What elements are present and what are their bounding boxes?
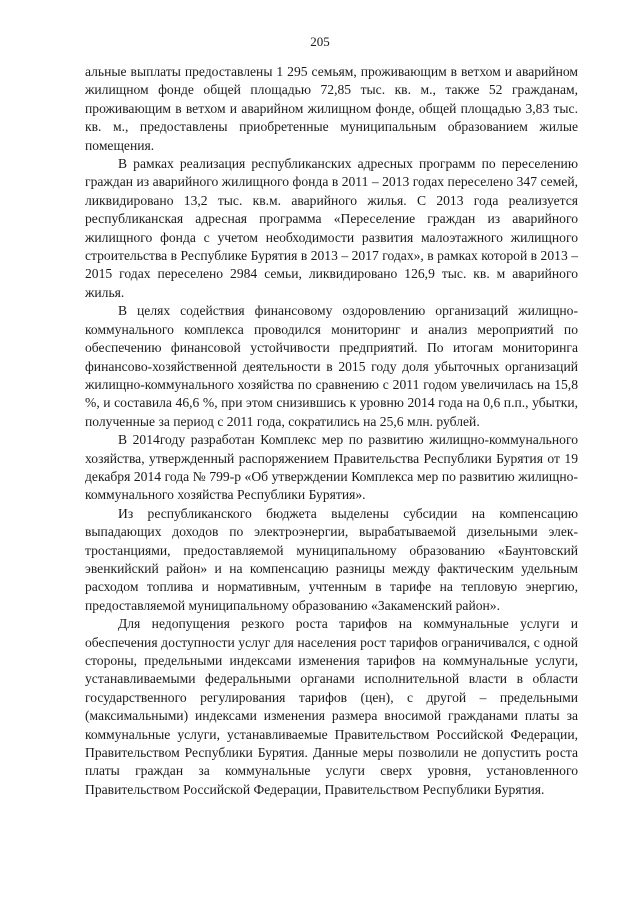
paragraph-subsidies: Из республиканского бюджета выделены субсидии на компенсацию выпадающих доходов по электроэнергии, вырабатываемой дизельными электростанциями, предоставляемой муниципальному образованию «Баунтовский эвенкийский район» и на компенсацию разницы между фактическим удельным расходом топлива и нормативным, учтенным в тарифе на тепловую энергию, предоставляемой муниципальному образованию «Закаменский район». — [85, 505, 578, 613]
body-text — [85, 63, 578, 799]
paragraph-resettlement-programs: В рамках реализация республиканских адресных программ по переселению граждан из аварийного жилищного фонда в 2011 – 2013 годах переселено 347 семей, ликвидировано 13,2 тыс. кв.м. аварийного жилья. С 2013 года реализуется республиканская адресная программа «Переселение граждан из аварийного жилищного фонда с учетом необходимости развития малоэтажного жилищного строительства в Республике Бурятия в 2013 – 2017 годах», в рамках которой в 2013 – 2015 годах переселено 2984 семьи, ликвидировано 126,9 тыс. кв. м аварийного жилья. — [85, 156, 578, 300]
paragraph-tariff-limits: Для недопущения резкого роста тарифов на коммунальные услуги и обеспечения доступности услуг для населения рост тарифов ограничивался, с одной стороны, предельными индексами изменения тарифов на коммунальные услуги, устанавливаемыми федеральными органами исполнительной власти в области государственного регулирования тарифов (цен), с другой – предельными (максимальными) индексами изменения размера вносимой гражданами платы за коммунальные услуги, устанавливаемые Правительством Российской Федерации, Правительством Республики Бурятия. Данные меры позволили не допустить роста платы граждан за коммунальные услуги сверх уровня, установленного Правительством Российской Федерации, Правительством Республики Бурятия. — [85, 616, 578, 797]
paragraph-financial-recovery: В целях содействия финансовому оздоровлению организаций жилищно-коммунального комплекса проводился мониторинг и анализ мероприятий по обеспечению финансовой устойчивости предприятий. По итогам мониторинга финансово-хозяйственной деятельности в 2015 году доля убыточных организаций жилищно-коммунального хозяйства по сравнению с 2011 годом увеличилась на 15,8 %, и составила 46,6 %, при этом снизившись к уровню 2014 года на 0,6 п.п., убытки, полученные за период с 2011 года, сократились на 25,6 млн. рублей. — [85, 303, 578, 429]
page-number: 205 — [310, 34, 330, 49]
paragraph-measures-complex: В 2014году разработан Комплекс мер по развитию жилищно-коммунального хозяйства, утвержденный распоряжением Правительства Республики Бурятия от 19 декабря 2014 года № 799-р «Об утверждении Комплекса мер по развитию жилищно-коммунального хозяйства Республики Бурятия». — [85, 432, 578, 503]
paragraph-resettlement-payments: альные выплаты предоставлены 1 295 семьям, проживающим в ветхом и аварийном жилищном фонде общей площадью 72,85 тыс. кв. м., также 52 гражданам, проживающим в ветхом и аварийном жилищном фонде, общей площадью 3,83 тыс. кв. м., предоставлены приобретенные муниципальным образованием жилые помещения. — [85, 64, 578, 153]
